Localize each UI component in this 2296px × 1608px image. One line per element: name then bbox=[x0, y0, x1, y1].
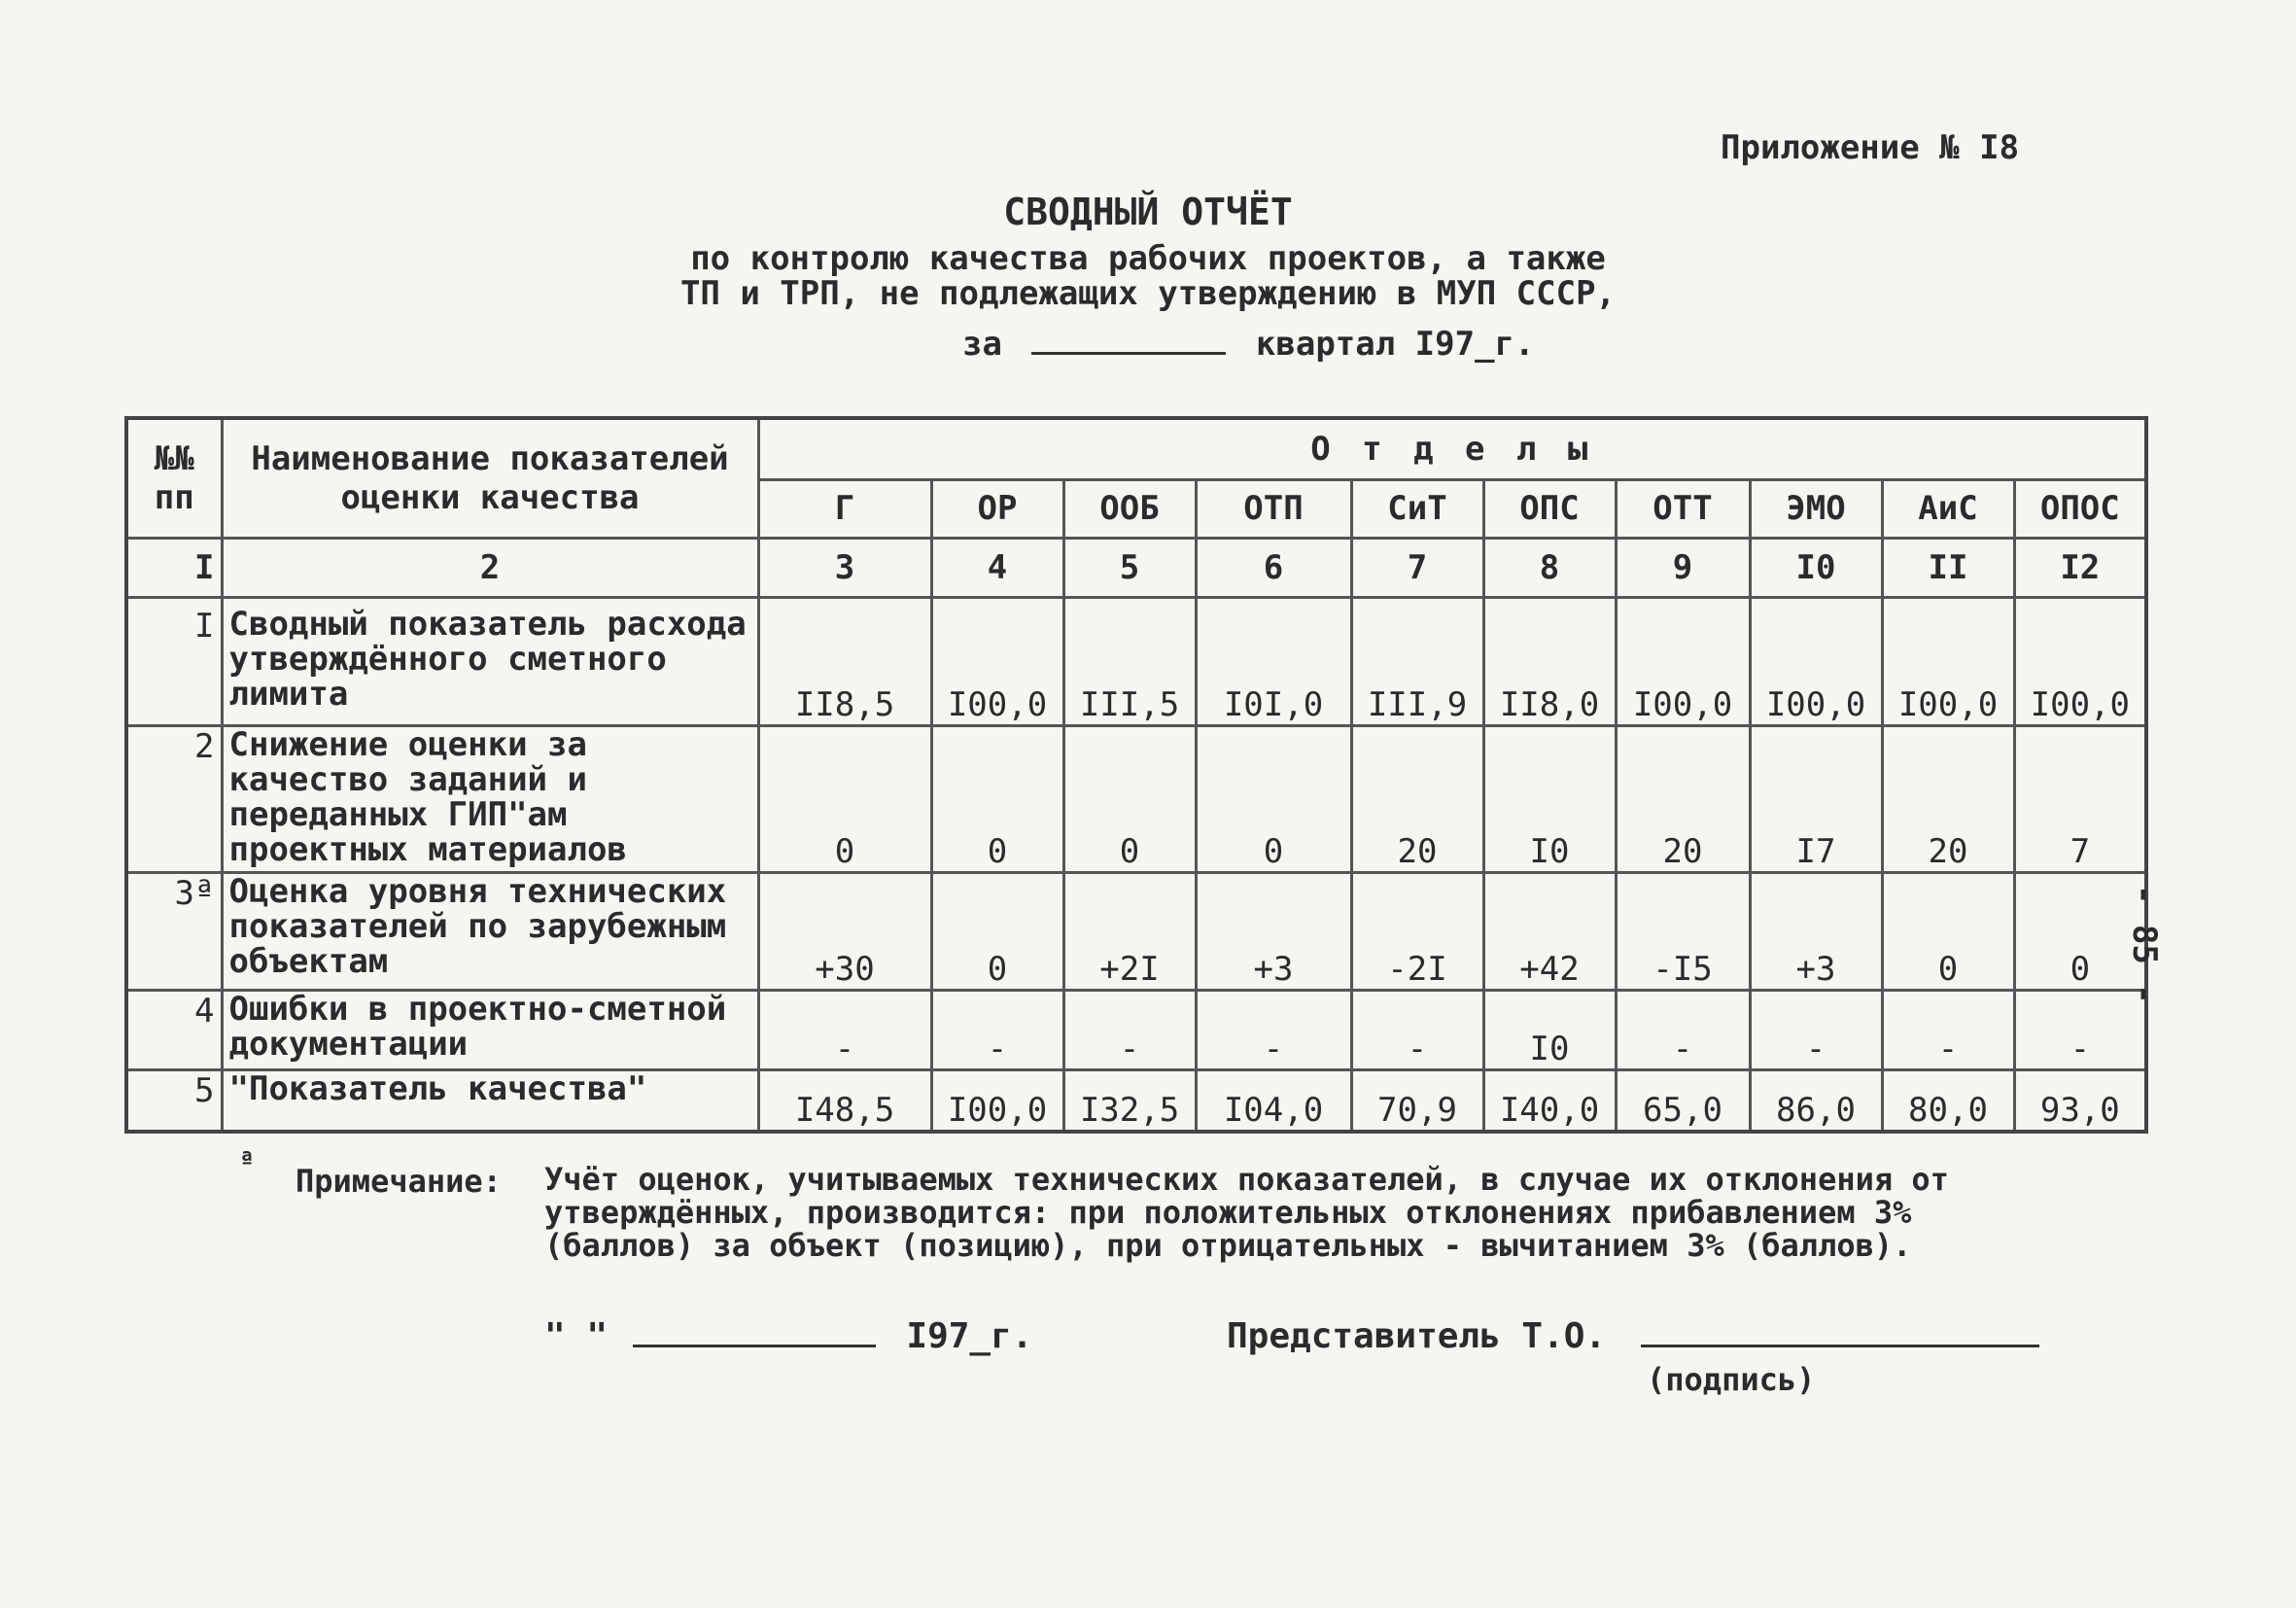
row-value: +30 bbox=[758, 872, 931, 990]
report-period bbox=[962, 325, 1535, 364]
row-value: I32,5 bbox=[1063, 1069, 1196, 1132]
report-subtitle-line1: по контролю качества рабочих проектов, а также bbox=[690, 239, 1606, 278]
row-value: 0 bbox=[1882, 872, 2014, 990]
row-value: -2I bbox=[1351, 872, 1483, 990]
row-value: 65,0 bbox=[1616, 1069, 1750, 1132]
row-value: -I5 bbox=[1616, 872, 1750, 990]
note-marker: ª bbox=[239, 1147, 255, 1176]
row-value: 0 bbox=[758, 725, 931, 872]
column-number: 7 bbox=[1351, 538, 1483, 598]
column-number: I0 bbox=[1750, 538, 1882, 598]
row-name: "Показатель качества" bbox=[222, 1069, 758, 1132]
dept-header: Г bbox=[758, 480, 931, 539]
row-value: I00,0 bbox=[931, 1069, 1063, 1132]
row-number: 3ª bbox=[126, 872, 222, 990]
dept-header: СиТ bbox=[1351, 480, 1483, 539]
row-value: 0 bbox=[1196, 725, 1351, 872]
signature-caption: (подпись) bbox=[1647, 1361, 1816, 1398]
row-value: +3 bbox=[1750, 872, 1882, 990]
row-value: 0 bbox=[931, 725, 1063, 872]
row-value: I0I,0 bbox=[1196, 598, 1351, 725]
date-blank bbox=[633, 1345, 876, 1347]
date-line bbox=[544, 1316, 1032, 1356]
row-name: Оценка уровня технических показателей по зарубежным объектам bbox=[222, 872, 758, 990]
row-value: I7 bbox=[1750, 725, 1882, 872]
row-value: 7 bbox=[2014, 725, 2146, 872]
column-number: I2 bbox=[2014, 538, 2146, 598]
row-number: 2 bbox=[126, 725, 222, 872]
dept-header: ЭМО bbox=[1750, 480, 1882, 539]
table-row bbox=[126, 872, 2146, 990]
report-title: СВОДНЫЙ ОТЧЁТ bbox=[1003, 191, 1293, 233]
dept-header: ОТП bbox=[1196, 480, 1351, 539]
report-subtitle-line2: ТП и ТРП, не подлежащих утверждению в МУП СССР, bbox=[679, 274, 1617, 313]
column-number: 5 bbox=[1063, 538, 1196, 598]
row-value: II8,5 bbox=[758, 598, 931, 725]
row-value: - bbox=[1351, 990, 1483, 1069]
row-value: 20 bbox=[1351, 725, 1483, 872]
row-value: 0 bbox=[2014, 872, 2146, 990]
dept-header: ОР bbox=[931, 480, 1063, 539]
row-value: 86,0 bbox=[1750, 1069, 1882, 1132]
row-value: I40,0 bbox=[1483, 1069, 1616, 1132]
row-value: 80,0 bbox=[1882, 1069, 2014, 1132]
period-prefix: за bbox=[962, 325, 1002, 364]
header-departments-group: О т д е л ы bbox=[758, 418, 2146, 480]
date-year: I97_г. bbox=[906, 1316, 1033, 1356]
row-value: I00,0 bbox=[1750, 598, 1882, 725]
row-value: 20 bbox=[1616, 725, 1750, 872]
row-value: - bbox=[1750, 990, 1882, 1069]
row-number: I bbox=[126, 598, 222, 725]
row-value: +42 bbox=[1483, 872, 1616, 990]
column-number: 2 bbox=[222, 538, 758, 598]
row-name: Ошибки в проектно-сметной документации bbox=[222, 990, 758, 1069]
period-suffix: квартал I97_г. bbox=[1255, 325, 1535, 364]
row-value: I04,0 bbox=[1196, 1069, 1351, 1132]
column-number: 8 bbox=[1483, 538, 1616, 598]
row-value: I0 bbox=[1483, 725, 1616, 872]
row-value: III,9 bbox=[1351, 598, 1483, 725]
column-number: II bbox=[1882, 538, 2014, 598]
note-label: Примечание: bbox=[296, 1163, 502, 1200]
dept-header: ОПОС bbox=[2014, 480, 2146, 539]
row-value: +2I bbox=[1063, 872, 1196, 990]
row-value: - bbox=[1063, 990, 1196, 1069]
row-value: - bbox=[2014, 990, 2146, 1069]
dept-header: ООБ bbox=[1063, 480, 1196, 539]
row-value: I0 bbox=[1483, 990, 1616, 1069]
row-value: I00,0 bbox=[1616, 598, 1750, 725]
row-value: I00,0 bbox=[931, 598, 1063, 725]
column-number: 4 bbox=[931, 538, 1063, 598]
table-row bbox=[126, 990, 2146, 1069]
signature-blank bbox=[1641, 1345, 2039, 1347]
column-number: 9 bbox=[1616, 538, 1750, 598]
row-value: 93,0 bbox=[2014, 1069, 2146, 1132]
dept-header: ОТТ bbox=[1616, 480, 1750, 539]
row-value: I48,5 bbox=[758, 1069, 931, 1132]
row-number: 5 bbox=[126, 1069, 222, 1132]
representative-line bbox=[1227, 1316, 2039, 1356]
header-row-number: №№ пп bbox=[126, 418, 222, 538]
row-value: 0 bbox=[931, 872, 1063, 990]
table-row bbox=[126, 598, 2146, 725]
row-value: +3 bbox=[1196, 872, 1351, 990]
row-value: - bbox=[931, 990, 1063, 1069]
row-name: Снижение оценки за качество заданий и переданных ГИП"ам проектных материалов bbox=[222, 725, 758, 872]
row-value: 0 bbox=[1063, 725, 1196, 872]
dept-header: АиС bbox=[1882, 480, 2014, 539]
row-value: 20 bbox=[1882, 725, 2014, 872]
row-value: I00,0 bbox=[2014, 598, 2146, 725]
row-value: - bbox=[1196, 990, 1351, 1069]
representative-label: Представитель Т.О. bbox=[1227, 1316, 1607, 1356]
table-row bbox=[126, 725, 2146, 872]
period-blank bbox=[1031, 352, 1226, 355]
row-value: I00,0 bbox=[1882, 598, 2014, 725]
appendix-label: Приложение № I8 bbox=[1721, 128, 2020, 167]
note-text: Учёт оценок, учитываемых технических показателей, в случае их отклонения от утверждённых, производится: при положительных отклонениях прибавлением 3% (баллов) за объект (позицию), при отрицательных - вычитанием 3% (баллов). bbox=[544, 1161, 1949, 1264]
dept-header: ОПС bbox=[1483, 480, 1616, 539]
row-value: - bbox=[758, 990, 931, 1069]
column-number: 3 bbox=[758, 538, 931, 598]
row-value: II8,0 bbox=[1483, 598, 1616, 725]
column-number: I bbox=[126, 538, 222, 598]
row-value: III,5 bbox=[1063, 598, 1196, 725]
report-table bbox=[124, 416, 2148, 1134]
page-number: - 85 - bbox=[2125, 885, 2164, 1004]
row-value: - bbox=[1616, 990, 1750, 1069]
row-number: 4 bbox=[126, 990, 222, 1069]
column-number: 6 bbox=[1196, 538, 1351, 598]
table-row bbox=[126, 1069, 2146, 1132]
row-name: Сводный показатель расхода утверждённого сметного лимита bbox=[222, 598, 758, 725]
row-value: - bbox=[1882, 990, 2014, 1069]
date-quote: " " bbox=[544, 1316, 609, 1356]
header-indicator-name: Наименование показателей оценки качества bbox=[222, 418, 758, 538]
row-value: 70,9 bbox=[1351, 1069, 1483, 1132]
